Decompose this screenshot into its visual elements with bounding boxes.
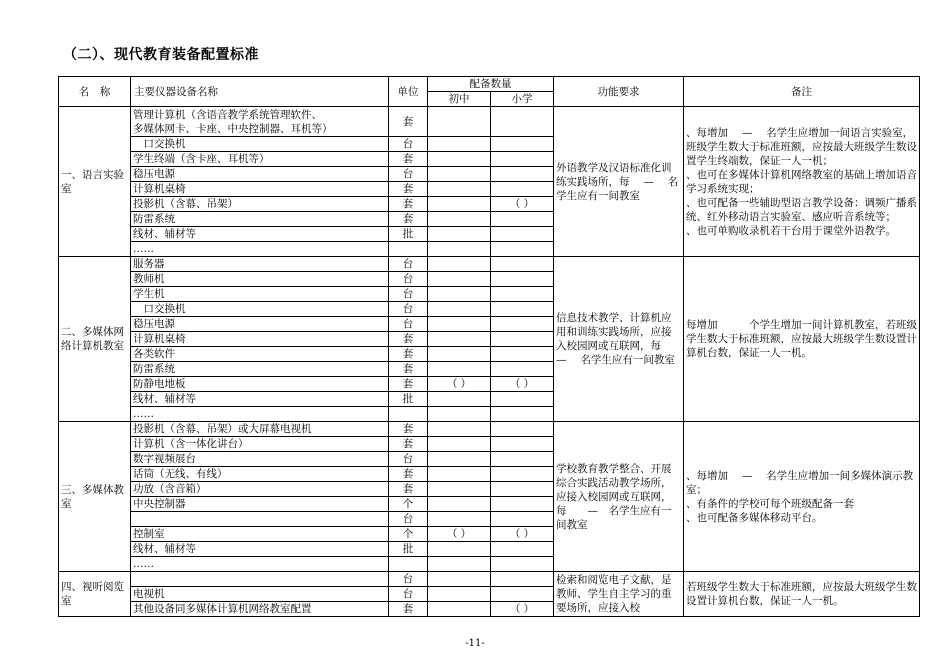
primary-school-qty-cell <box>491 287 554 302</box>
item-name-cell <box>131 512 389 527</box>
primary-school-qty-cell <box>491 542 554 557</box>
item-name-cell: 教师机 <box>131 272 389 287</box>
unit-cell: 套 <box>389 152 428 167</box>
middle-school-qty-cell <box>428 227 491 242</box>
middle-school-qty-cell: （ ） <box>428 377 491 392</box>
category-cell: 四、视听阅览室 <box>59 572 131 617</box>
primary-school-qty-cell <box>491 257 554 272</box>
middle-school-qty-cell: （ ） <box>428 527 491 542</box>
item-name-cell: 投影机（含幕、吊架） <box>131 197 389 212</box>
middle-school-qty-cell <box>428 317 491 332</box>
middle-school-qty-cell <box>428 392 491 407</box>
equipment-table <box>58 76 920 617</box>
primary-school-qty-cell <box>491 152 554 167</box>
unit-cell: 台 <box>389 257 428 272</box>
page-number: -11- <box>465 638 485 649</box>
item-name-cell: 学生机 <box>131 287 389 302</box>
unit-cell: 套 <box>389 332 428 347</box>
unit-cell: 套 <box>389 212 428 227</box>
item-name-cell: 各类软件 <box>131 347 389 362</box>
primary-school-qty-cell <box>491 407 554 422</box>
primary-school-qty-cell <box>491 362 554 377</box>
primary-school-qty-cell <box>491 317 554 332</box>
item-name-cell: 功放（含音箱） <box>131 482 389 497</box>
primary-school-qty-cell <box>491 302 554 317</box>
middle-school-qty-cell <box>428 182 491 197</box>
item-name-cell: 计算机桌椅 <box>131 182 389 197</box>
table-row <box>59 107 920 137</box>
middle-school-qty-cell <box>428 422 491 437</box>
note-cell: 、每增加 — 名学生应增加一间语言实验室，班级学生数大于标准班额，应按最大班级学生数设置学生终端数，保证一人一机； 、也可在多媒体计算机网络教室的基础上增加语音学习系统实现； 、也可配备一些辅助型语言教学设备：调频广播系统、红外移动语言实验室、感应听音系统等； 、也可单购收录机若干台用于课堂外语教学。 <box>684 107 920 257</box>
item-name-cell: …… <box>131 242 389 257</box>
unit-cell: 台 <box>389 587 428 602</box>
unit-cell: 套 <box>389 377 428 392</box>
unit-cell: 套 <box>389 362 428 377</box>
middle-school-qty-cell <box>428 557 491 572</box>
primary-school-qty-cell <box>491 167 554 182</box>
category-cell: 一、语言实验室 <box>59 107 131 257</box>
primary-school-qty-cell <box>491 572 554 587</box>
primary-school-qty-cell <box>491 587 554 602</box>
primary-school-qty-cell: （ ） <box>491 377 554 392</box>
item-name-cell: …… <box>131 557 389 572</box>
item-name-cell <box>131 572 389 587</box>
unit-cell: 套 <box>389 197 428 212</box>
primary-school-qty-cell <box>491 482 554 497</box>
middle-school-qty-cell <box>428 467 491 482</box>
primary-school-qty-cell <box>491 347 554 362</box>
item-name-cell: 防雷系统 <box>131 212 389 227</box>
middle-school-qty-cell <box>428 287 491 302</box>
unit-cell: 台 <box>389 512 428 527</box>
middle-school-qty-cell <box>428 332 491 347</box>
note-cell: 每增加 个学生增加一间计算机教室，若班级学生数大于标准班额，应按最大班级学生数设置计算机台数，保证一人一机。 <box>684 257 920 422</box>
unit-cell: 套 <box>389 482 428 497</box>
unit-cell: 批 <box>389 227 428 242</box>
unit-cell <box>389 242 428 257</box>
unit-cell: 批 <box>389 392 428 407</box>
primary-school-qty-cell: （ ） <box>491 197 554 212</box>
header-quantity: 配备数量 <box>428 77 554 92</box>
unit-cell: 台 <box>389 287 428 302</box>
table-row <box>59 422 920 437</box>
primary-school-qty-cell <box>491 437 554 452</box>
middle-school-qty-cell <box>428 212 491 227</box>
item-name-cell: 数字视频展台 <box>131 452 389 467</box>
middle-school-qty-cell <box>428 167 491 182</box>
unit-cell <box>389 407 428 422</box>
unit-cell: 套 <box>389 467 428 482</box>
middle-school-qty-cell <box>428 542 491 557</box>
item-name-cell: 计算机（含一体化讲台） <box>131 437 389 452</box>
header-function: 功能要求 <box>554 77 684 107</box>
unit-cell: 台 <box>389 572 428 587</box>
header-item: 主要仪器设备名称 <box>131 77 389 107</box>
item-name-cell: 中央控制器 <box>131 497 389 512</box>
item-name-cell: 防静电地板 <box>131 377 389 392</box>
item-name-cell: 服务器 <box>131 257 389 272</box>
unit-cell: 套 <box>389 347 428 362</box>
primary-school-qty-cell: （ ） <box>491 602 554 617</box>
unit-cell: 台 <box>389 137 428 152</box>
item-name-cell: 学生终端（含卡座、耳机等） <box>131 152 389 167</box>
middle-school-qty-cell <box>428 572 491 587</box>
primary-school-qty-cell <box>491 137 554 152</box>
unit-cell <box>389 557 428 572</box>
middle-school-qty-cell <box>428 512 491 527</box>
primary-school-qty-cell <box>491 497 554 512</box>
item-name-cell: 防雷系统 <box>131 362 389 377</box>
item-name-cell: 计算机桌椅 <box>131 332 389 347</box>
unit-cell: 套 <box>389 602 428 617</box>
category-cell: 二、多媒体网络计算机教室 <box>59 257 131 422</box>
middle-school-qty-cell <box>428 347 491 362</box>
header-category: 名 称 <box>59 77 131 107</box>
category-cell: 三、多媒体教室 <box>59 422 131 572</box>
unit-cell: 套 <box>389 422 428 437</box>
unit-cell: 台 <box>389 302 428 317</box>
note-cell: 若班级学生数大于标准班额，应按最大班级学生数设置计算机台数，保证一人一机。 <box>684 572 920 617</box>
unit-cell: 套 <box>389 437 428 452</box>
item-name-cell: 投影机（含幕、吊架）或大屏幕电视机 <box>131 422 389 437</box>
primary-school-qty-cell <box>491 182 554 197</box>
middle-school-qty-cell <box>428 302 491 317</box>
header-note: 备注 <box>684 77 920 107</box>
unit-cell: 台 <box>389 272 428 287</box>
middle-school-qty-cell <box>428 602 491 617</box>
unit-cell: 套 <box>389 182 428 197</box>
unit-cell: 台 <box>389 167 428 182</box>
item-name-cell: 口交换机 <box>131 137 389 152</box>
item-name-cell: 话筒（无线、有线） <box>131 467 389 482</box>
unit-cell: 套 <box>389 107 428 137</box>
header-middle-school: 初中 <box>428 92 491 107</box>
primary-school-qty-cell <box>491 422 554 437</box>
item-name-cell: 控制室 <box>131 527 389 542</box>
item-name-cell: 线材、辅材等 <box>131 542 389 557</box>
unit-cell: 个 <box>389 497 428 512</box>
item-name-cell: 线材、辅材等 <box>131 392 389 407</box>
item-name-cell: …… <box>131 407 389 422</box>
function-cell: 学校教育教学整合、开展综合实践活动教学场所，应接入校园网或互联网，每 — 名学生应有一间教室 <box>554 422 684 572</box>
primary-school-qty-cell: （ ） <box>491 527 554 542</box>
middle-school-qty-cell <box>428 587 491 602</box>
section-heading: （二）、现代教育装备配置标准 <box>63 47 259 63</box>
unit-cell: 个 <box>389 527 428 542</box>
primary-school-qty-cell <box>491 107 554 137</box>
item-name-cell: 口交换机 <box>131 302 389 317</box>
middle-school-qty-cell <box>428 107 491 137</box>
header-primary-school: 小学 <box>491 92 554 107</box>
primary-school-qty-cell <box>491 557 554 572</box>
item-name-cell: 电视机 <box>131 587 389 602</box>
middle-school-qty-cell <box>428 197 491 212</box>
primary-school-qty-cell <box>491 242 554 257</box>
primary-school-qty-cell <box>491 467 554 482</box>
primary-school-qty-cell <box>491 392 554 407</box>
function-cell: 外语教学及汉语标准化训练实践场所，每 — 名学生应有一间教室 <box>554 107 684 257</box>
middle-school-qty-cell <box>428 137 491 152</box>
middle-school-qty-cell <box>428 242 491 257</box>
middle-school-qty-cell <box>428 452 491 467</box>
item-name-cell: 稳压电源 <box>131 167 389 182</box>
middle-school-qty-cell <box>428 272 491 287</box>
primary-school-qty-cell <box>491 227 554 242</box>
middle-school-qty-cell <box>428 407 491 422</box>
middle-school-qty-cell <box>428 437 491 452</box>
function-cell: 检索和阅览电子文献，是教师、学生自主学习的重要场所，应接入校 <box>554 572 684 617</box>
primary-school-qty-cell <box>491 272 554 287</box>
note-cell: 、每增加 — 名学生应增加一间多媒体演示教室； 、有条件的学校可每个班级配备一套 、也可配备多媒体移动平台。 <box>684 422 920 572</box>
item-name-cell: 其他设备同多媒体计算机网络教室配置 <box>131 602 389 617</box>
table-row <box>59 257 920 272</box>
primary-school-qty-cell <box>491 512 554 527</box>
middle-school-qty-cell <box>428 482 491 497</box>
unit-cell: 台 <box>389 317 428 332</box>
unit-cell: 台 <box>389 452 428 467</box>
middle-school-qty-cell <box>428 497 491 512</box>
middle-school-qty-cell <box>428 257 491 272</box>
unit-cell: 批 <box>389 542 428 557</box>
primary-school-qty-cell <box>491 212 554 227</box>
primary-school-qty-cell <box>491 452 554 467</box>
header-unit: 单位 <box>389 77 428 107</box>
item-name-cell: 管理计算机（含语音教学系统管理软件、 多媒体网卡、卡座、中央控制器、耳机等） <box>131 107 389 137</box>
middle-school-qty-cell <box>428 152 491 167</box>
function-cell: 信息技术教学、计算机应用和训练实践场所，应接入校园网或互联网，每 — 名学生应有一间教室 <box>554 257 684 422</box>
middle-school-qty-cell <box>428 362 491 377</box>
table-row <box>59 572 920 587</box>
primary-school-qty-cell <box>491 332 554 347</box>
item-name-cell: 线材、辅材等 <box>131 227 389 242</box>
item-name-cell: 稳压电源 <box>131 317 389 332</box>
